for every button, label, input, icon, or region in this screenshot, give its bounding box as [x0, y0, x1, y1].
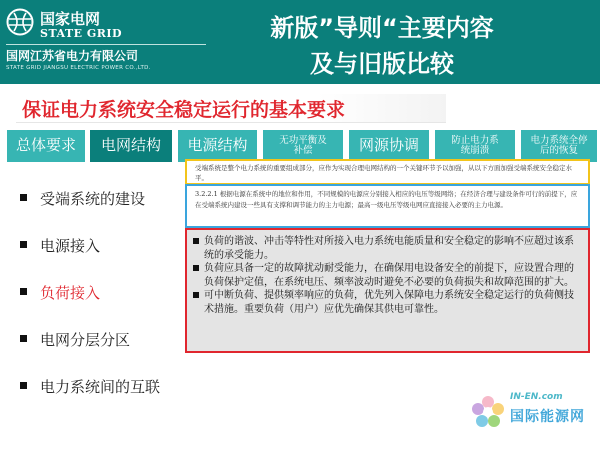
- tab-bar: [7, 130, 597, 162]
- flower-logo-icon: [470, 394, 506, 430]
- bullet-square-icon: [193, 292, 199, 298]
- globe-logo-icon: [6, 8, 34, 36]
- list-item: [20, 376, 220, 398]
- tab-reactive-balance[interactable]: 无功平衡及补偿: [263, 130, 343, 162]
- watermark-cn: 国际能源网: [510, 409, 585, 425]
- requirement-text: 负荷的谐波、冲击等特性对所接入电力系统电能质量和安全稳定的影响不应超过该系统的承受能力。: [204, 236, 574, 261]
- requirement-paragraph: [193, 235, 582, 262]
- slide-title-line1: 新版”导则“主要内容: [270, 14, 494, 42]
- slide-title-line2: 及与旧版比较: [310, 50, 454, 78]
- tab-grid-source-coordination[interactable]: 网源协调: [349, 130, 429, 162]
- clause-text-box: 3.2.2.1 根据电源在系统中的地位和作用，不同规模的电源应分别接入相应的电压等级网络；在经济合理与建设条件可行的前提下，应在受端系统内建设一些具有支撑和调节能力的主力电源；最高一级电压等级电网应直接接入必要的主力电源。: [185, 184, 590, 228]
- list-item-label: 电源接入: [40, 237, 101, 255]
- old-version-text-box: 受端系统是整个电力系统的重要组成部分，应作为实现合理电网结构的一个关键环节予以加强，从以下方面加强受端系统安全稳定水平。: [185, 159, 590, 185]
- bullet-square-icon: [193, 265, 199, 271]
- bullet-square-icon: [20, 288, 27, 295]
- list-item-label: 受端系统的建设: [40, 190, 146, 208]
- requirement-paragraph: [193, 262, 582, 289]
- section-title-text: 保证电力系统安全稳定运行的基本要求: [22, 99, 346, 121]
- bullet-square-icon: [20, 335, 27, 342]
- list-item-label: 电力系统间的互联: [40, 378, 161, 396]
- load-access-requirements-box: [185, 228, 590, 353]
- tab-grid-structure[interactable]: 电网结构: [90, 130, 172, 162]
- bullet-square-icon: [20, 194, 27, 201]
- company-name: 国网江苏省电力有限公司: [6, 49, 139, 63]
- requirement-paragraph: [193, 289, 582, 316]
- bullet-square-icon: [20, 241, 27, 248]
- brand-cn-name: 国家电网: [40, 10, 101, 28]
- company-name-en: STATE GRID JIANGSU ELECTRIC POWER CO.,LTD.: [6, 65, 151, 71]
- header-banner: [0, 0, 600, 84]
- tab-overall-requirements[interactable]: 总体要求: [7, 130, 85, 162]
- requirement-text: 可中断负荷、提供频率响应的负荷，优先列入保障电力系统安全稳定运行的负荷侧技术措施。重要负荷（用户）应优先确保其供电可靠性。: [204, 290, 574, 315]
- watermark: [470, 390, 595, 445]
- tab-power-source-structure[interactable]: 电源结构: [178, 130, 257, 162]
- tab-prevent-collapse[interactable]: 防止电力系统崩溃: [435, 130, 515, 162]
- brand-en-name: STATE GRID: [40, 27, 123, 40]
- watermark-en: IN-EN.com: [510, 392, 563, 402]
- tab-blackout-recovery[interactable]: 电力系统全停后的恢复: [521, 130, 597, 162]
- requirement-text: 负荷应具备一定的故障扰动耐受能力，在确保用电设备安全的前提下，应设置合理的负荷保护定值，在系统电压、频率波动时避免不必要的负荷损失和故障范围的扩大。: [204, 263, 574, 288]
- bullet-square-icon: [20, 382, 27, 389]
- section-title: [16, 94, 446, 123]
- header-divider: [6, 44, 206, 45]
- bullet-square-icon: [193, 238, 199, 244]
- list-item-label: 电网分层分区: [40, 331, 131, 349]
- list-item-label: 负荷接入: [40, 284, 101, 302]
